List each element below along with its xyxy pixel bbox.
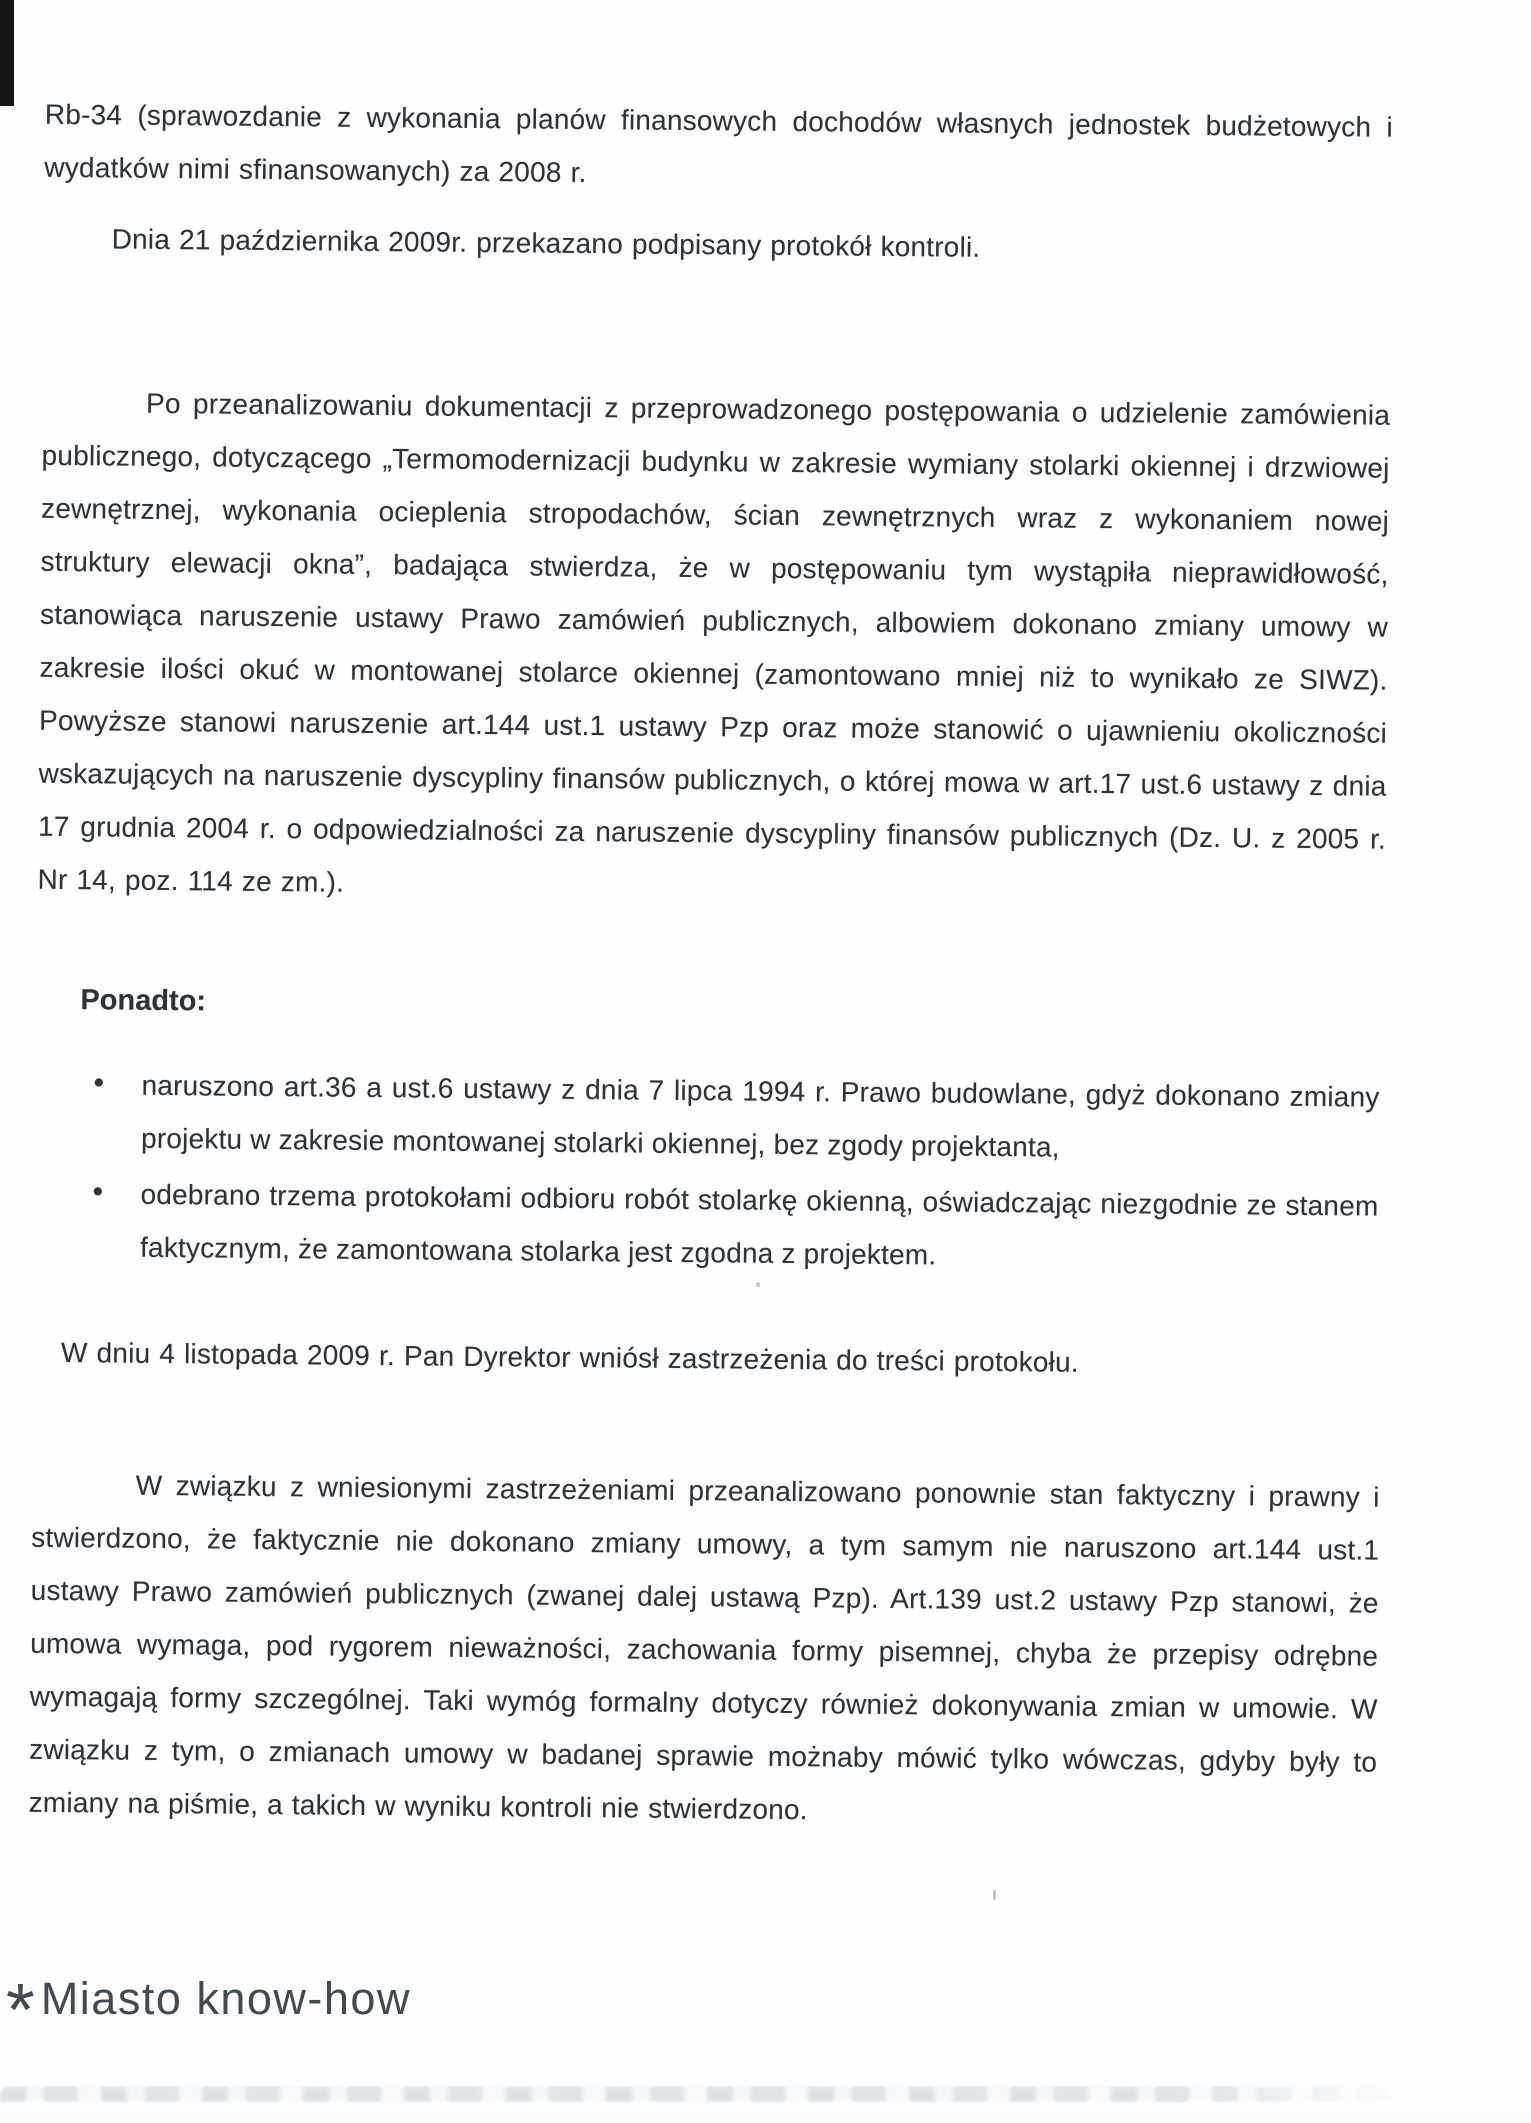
bullet-icon: •: [93, 1066, 105, 1100]
logo-text: Miasto know-how: [40, 1973, 411, 2024]
scan-speck: [993, 1890, 996, 1900]
paragraph-reanalysis: W związku z wniesionymi zastrzeżeniami przeanalizowano ponownie stan faktyczny i prawny i stwierdzono, że faktycznie nie dokonano zmiany umowy, a tym samym nie naruszono art.144 ust.1 ustawy Prawo zamówień publicznych (zwanej dalej ustawą Pzp). Art.139 ust.2 ustawy Pzp stanowi, że umowa wymaga, pod rygorem nieważności, zachowania formy pisemnej, chyba że przepisy odrębne wymagają formy szczególnej. Taki wymóg formalny dotyczy również dokonywania zmian w umowie. W związku z tym, o zmianach umowy w badanej sprawie możnaby mówić tylko wówczas, gdyby były to zmiany na piśmie, a takich w wyniku kontroli nie stwierdzono.: [28, 1469, 1380, 1826]
findings-list: [84, 1058, 1380, 1288]
asterisk-logo-icon: *: [6, 1968, 35, 2051]
scan-edge-artifact: [0, 0, 14, 106]
list-item: [84, 1167, 1379, 1285]
list-item: [85, 1058, 1380, 1176]
list-item-text: naruszono art.36 a ust.6 ustawy z dnia 7 lipca 1994 r. Prawo budowlane, gdyż dokonano zmiany projektu w zakresie montowanej stolarki okiennej, bez zgody projektanta,: [140, 1069, 1380, 1163]
section-heading-ponadto: Ponadto:: [80, 984, 207, 1018]
paragraph-rb34-report: Rb-34 (sprawozdanie z wykonania planów finansowych dochodów własnych jednostek budżetowych i wydatków nimi sfinansowanych) za 2008 r.: [44, 98, 1393, 189]
miasto-know-how-logo: [6, 1966, 411, 2051]
paragraph-protocol-handover: Dnia 21 października 2009r. przekazano podpisany protokół kontroli.: [111, 223, 981, 263]
paragraph-procurement-analysis: Po przeanalizowaniu dokumentacji z przeprowadzonego postępowania o udzielenie zamówienia publicznego, dotyczącego „Termomodernizacji budynku w zakresie wymiany stolarki okiennej i drzwiowej zewnętrznej, wykonania ocieplenia stropodachów, ścian zewnętrznych wraz z wykonaniem nowej struktury elewacji okna”, badająca stwierdza, że w postępowaniu tym wystąpiła nieprawidłowość, stanowiąca naruszenie ustawy Prawo zamówień publicznych, albowiem dokonano zmiany umowy w zakresie ilości okuć w montowanej stolarce okiennej (zamontowano mniej niż to wynikało ze SIWZ). Powyższe stanowi naruszenie art.144 ust.1 ustawy Pzp oraz może stanowić o ujawnieniu okoliczności wskazujących na naruszenie dyscypliny finansów publicznych, o której mowa w art.17 ust.6 ustawy z dnia 17 grudnia 2004 r. o odpowiedzialności za naruszenie dyscypliny finansów publicznych (Dz. U. z 2005 r. Nr 14, poz. 114 ze zm.).: [37, 387, 1391, 898]
list-item-text: odebrano trzema protokołami odbioru robót stolarkę okienną, oświadczając niezgodnie ze stanem faktycznym, że zamontowana stolarka jest zgodna z projektem.: [139, 1178, 1379, 1271]
bullet-icon: •: [92, 1175, 104, 1209]
scan-speck: [756, 1282, 760, 1287]
document-body: [26, 0, 1394, 2123]
scan-bottom-artifact: [0, 2086, 1430, 2102]
paragraph-objections: W dniu 4 listopada 2009 r. Pan Dyrektor wniósł zastrzeżenia do treści protokołu.: [60, 1337, 1079, 1378]
